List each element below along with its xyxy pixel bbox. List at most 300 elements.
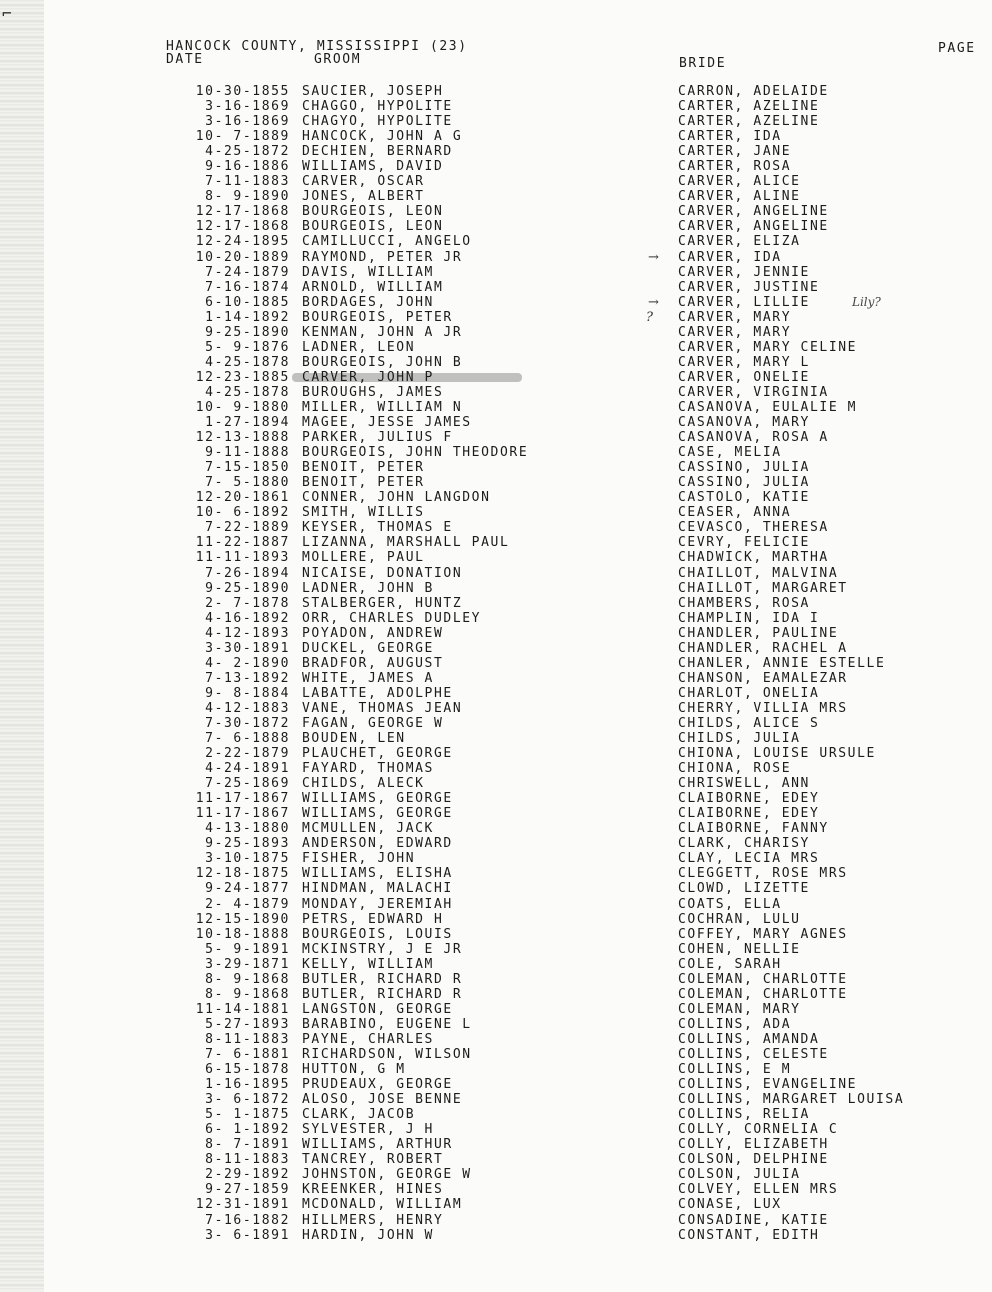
record-row: [0, 791, 992, 806]
bride-name: CHAMPLIN, IDA I: [678, 610, 820, 626]
groom-name: BOURGEOIS, JOHN B: [302, 354, 463, 370]
marriage-date: 11-17-1867: [195, 791, 290, 807]
bride-name: CASANOVA, MARY: [678, 415, 810, 431]
marriage-date: 4-12-1883: [205, 700, 290, 716]
record-row: [0, 927, 992, 942]
record-row: [0, 174, 992, 189]
groom-name: LADNER, JOHN B: [302, 580, 434, 596]
marriage-date: 12-31-1891: [195, 1197, 290, 1213]
marriage-date: 11-11-1893: [195, 550, 290, 566]
marriage-date: 4-25-1878: [205, 384, 290, 400]
groom-name: FAGAN, GEORGE W: [302, 715, 444, 731]
handwritten-arrow: →: [648, 294, 659, 310]
bride-name: CEVASCO, THERESA: [678, 520, 829, 536]
corner-mark: ⌐: [2, 4, 12, 23]
bride-name: CLAIBORNE, FANNY: [678, 821, 829, 837]
groom-name: RAYMOND, PETER JR: [302, 249, 463, 265]
record-row: [0, 159, 992, 174]
record-row: [0, 611, 992, 626]
marriage-date: 3-30-1891: [205, 640, 290, 656]
bride-name: COATS, ELLA: [678, 896, 782, 912]
groom-name: PRUDEAUX, GEORGE: [302, 1077, 453, 1093]
record-row: [0, 731, 992, 746]
bride-name: CHAILLOT, MARGARET: [678, 580, 848, 596]
groom-name: ALOSO, JOSE BENNE: [302, 1092, 463, 1108]
record-row: [0, 686, 992, 701]
record-row: [0, 280, 992, 295]
record-row: [0, 1062, 992, 1077]
bride-name: CASSINO, JULIA: [678, 475, 810, 491]
bride-name: CLAY, LECIA MRS: [678, 851, 820, 867]
groom-name: BOURGEOIS, JOHN THEODORE: [302, 445, 529, 461]
record-row: [0, 596, 992, 611]
record-row: [0, 234, 992, 249]
bride-name: CHARLOT, ONELIA: [678, 685, 820, 701]
record-row: [0, 1228, 992, 1243]
bride-name: CARTER, AZELINE: [678, 114, 820, 130]
groom-name: BUROUGHS, JAMES: [302, 384, 444, 400]
marriage-date: 9-11-1888: [205, 445, 290, 461]
bride-name: CHIONA, LOUISE URSULE: [678, 746, 876, 762]
bride-name: CARVER, ELIZA: [678, 234, 801, 250]
bride-name: CASTOLO, KATIE: [678, 490, 810, 506]
bride-name: CONSTANT, EDITH: [678, 1227, 820, 1243]
handwritten-arrow: →: [648, 249, 659, 265]
record-row: [0, 701, 992, 716]
record-row: [0, 460, 992, 475]
groom-name: BUTLER, RICHARD R: [302, 971, 463, 987]
groom-name: MCMULLEN, JACK: [302, 821, 434, 837]
record-row: [0, 1182, 992, 1197]
groom-name: DUCKEL, GEORGE: [302, 640, 434, 656]
marriage-date: 3-16-1869: [205, 114, 290, 130]
record-row: [0, 550, 992, 565]
groom-name: PLAUCHET, GEORGE: [302, 746, 453, 762]
marriage-date: 6- 1-1892: [205, 1122, 290, 1138]
groom-name: HARDIN, JOHN W: [302, 1227, 434, 1243]
groom-name: WHITE, JAMES A: [302, 670, 434, 686]
marriage-date: 3-16-1869: [205, 99, 290, 115]
bride-name: CLEGGETT, ROSE MRS: [678, 866, 848, 882]
record-row: [0, 1197, 992, 1212]
groom-name: POYADON, ANDREW: [302, 625, 444, 641]
bride-name: CARVER, IDA: [678, 249, 782, 265]
groom-name: BENOIT, PETER: [302, 460, 425, 476]
groom-name: MAGEE, JESSE JAMES: [302, 415, 472, 431]
record-row: [0, 189, 992, 204]
groom-name: KEYSER, THOMAS E: [302, 520, 453, 536]
marriage-date: 7-11-1883: [205, 174, 290, 190]
column-header-date: DATE: [166, 52, 204, 67]
groom-name: PAYNE, CHARLES: [302, 1031, 434, 1047]
groom-name: TANCREY, ROBERT: [302, 1152, 444, 1168]
record-row: [0, 1213, 992, 1228]
marriage-date: 9-25-1890: [205, 324, 290, 340]
record-row: [0, 129, 992, 144]
groom-name: MONDAY, JEREMIAH: [302, 896, 453, 912]
bride-name: CARVER, ALICE: [678, 174, 801, 190]
bride-name: COLLINS, ADA: [678, 1016, 792, 1032]
groom-name: BARABINO, EUGENE L: [302, 1016, 472, 1032]
record-row: [0, 430, 992, 445]
bride-name: CARVER, JENNIE: [678, 264, 810, 280]
marriage-date: 5- 1-1875: [205, 1107, 290, 1123]
groom-name: BOURGEOIS, LEON: [302, 204, 444, 220]
record-row: [0, 821, 992, 836]
marriage-date: 7-13-1892: [205, 670, 290, 686]
groom-name: WILLIAMS, GEORGE: [302, 806, 453, 822]
marriage-date: 11-22-1887: [195, 535, 290, 551]
groom-name: BOURGEOIS, LEON: [302, 219, 444, 235]
groom-name: BENOIT, PETER: [302, 475, 425, 491]
marriage-date: 4-25-1878: [205, 354, 290, 370]
marriage-date: 10- 6-1892: [195, 505, 290, 521]
bride-name: CEVRY, FELICIE: [678, 535, 810, 551]
bride-name: CHAILLOT, MALVINA: [678, 565, 839, 581]
marriage-date: 12-24-1895: [195, 234, 290, 250]
groom-name: LANGSTON, GEORGE: [302, 1001, 453, 1017]
record-row: [0, 99, 992, 114]
marriage-date: 7-30-1872: [205, 715, 290, 731]
bride-name: CHANSON, EAMALEZAR: [678, 670, 848, 686]
bride-name: COLLINS, AMANDA: [678, 1031, 820, 1047]
groom-name: CLARK, JACOB: [302, 1107, 416, 1123]
marriage-date: 8- 9-1868: [205, 971, 290, 987]
record-row: [0, 144, 992, 159]
record-row: [0, 746, 992, 761]
record-row: [0, 340, 992, 355]
record-row: [0, 1107, 992, 1122]
groom-name: FISHER, JOHN: [302, 851, 416, 867]
bride-name: CHANDLER, PAULINE: [678, 625, 839, 641]
groom-name: BOURGEOIS, PETER: [302, 309, 453, 325]
marriage-date: 9-24-1877: [205, 881, 290, 897]
bride-name: CHANDLER, RACHEL A: [678, 640, 848, 656]
bride-name: COLLINS, MARGARET LOUISA: [678, 1092, 905, 1108]
marriage-date: 3- 6-1891: [205, 1227, 290, 1243]
bride-name: COLE, SARAH: [678, 956, 782, 972]
bride-name: COLLINS, E M: [678, 1062, 792, 1078]
groom-name: RICHARDSON, WILSON: [302, 1047, 472, 1062]
groom-name: CAMILLUCCI, ANGELO: [302, 234, 472, 250]
bride-name: CARVER, MARY L: [678, 354, 810, 370]
bride-name: CARVER, MARY: [678, 309, 792, 325]
bride-name: CLOWD, LIZETTE: [678, 881, 810, 897]
marriage-date: 4-24-1891: [205, 761, 290, 777]
record-row: [0, 520, 992, 535]
groom-name: SMITH, WILLIS: [302, 505, 425, 521]
groom-name: WILLIAMS, DAVID: [302, 159, 444, 175]
marriage-date: 12-18-1875: [195, 866, 290, 882]
marriage-date: 12-17-1868: [195, 219, 290, 235]
bride-name: COHEN, NELLIE: [678, 941, 801, 957]
record-row: [0, 445, 992, 460]
bride-name: CHAMBERS, ROSA: [678, 595, 810, 611]
handwritten-note: Lily?: [852, 294, 881, 309]
record-row: [0, 325, 992, 340]
marriage-date: 7- 6-1888: [205, 731, 290, 747]
groom-name: MCDONALD, WILLIAM: [302, 1197, 463, 1213]
marriage-date: 7-24-1879: [205, 264, 290, 280]
groom-name: CARVER, OSCAR: [302, 174, 425, 190]
groom-name: KELLY, WILLIAM: [302, 956, 434, 972]
record-row: [0, 490, 992, 505]
groom-name: MOLLERE, PAUL: [302, 550, 425, 566]
bride-name: CONASE, LUX: [678, 1197, 782, 1213]
record-row: [0, 866, 992, 881]
groom-name: BOUDEN, LEN: [302, 731, 406, 747]
bride-name: COLLINS, EVANGELINE: [678, 1077, 858, 1093]
bride-name: COLEMAN, CHARLOTTE: [678, 986, 848, 1002]
bride-name: COFFEY, MARY AGNES: [678, 926, 848, 942]
marriage-date: 8- 9-1868: [205, 986, 290, 1002]
record-row: [0, 626, 992, 641]
bride-name: CARVER, ALINE: [678, 189, 801, 205]
bride-name: CASANOVA, ROSA A: [678, 430, 829, 446]
marriage-date: 2-29-1892: [205, 1167, 290, 1183]
record-row: [0, 204, 992, 219]
marriage-date: 10-20-1889: [195, 249, 290, 265]
page-label: PAGE: [938, 41, 976, 56]
marriage-date: 9- 8-1884: [205, 685, 290, 701]
groom-name: MILLER, WILLIAM N: [302, 399, 463, 415]
record-row: [0, 581, 992, 596]
marriage-date: 1-14-1892: [205, 309, 290, 325]
marriage-date: 9-25-1893: [205, 836, 290, 852]
bride-name: CHADWICK, MARTHA: [678, 550, 829, 566]
record-row: [0, 535, 992, 550]
bride-name: COLSON, DELPHINE: [678, 1152, 829, 1168]
groom-name: VANE, THOMAS JEAN: [302, 700, 463, 716]
marriage-date: 6-10-1885: [205, 294, 290, 310]
bride-name: CARVER, ANGELINE: [678, 204, 829, 220]
record-row: [0, 776, 992, 791]
marriage-date: 1-16-1895: [205, 1077, 290, 1093]
groom-name: JONES, ALBERT: [302, 189, 425, 205]
groom-name: ORR, CHARLES DUDLEY: [302, 610, 482, 626]
marriage-date: 10- 7-1889: [195, 129, 290, 145]
groom-name: DECHIEN, BERNARD: [302, 144, 453, 160]
bride-name: CHILDS, ALICE S: [678, 715, 820, 731]
record-row: [0, 972, 992, 987]
marriage-date: 7-16-1874: [205, 279, 290, 295]
groom-name: BORDAGES, JOHN: [302, 294, 434, 310]
marriage-date: 12-17-1868: [195, 204, 290, 220]
marriage-date: 4-12-1893: [205, 625, 290, 641]
bride-name: COLLINS, CELESTE: [678, 1047, 829, 1062]
groom-name: MCKINSTRY, J E JR: [302, 941, 463, 957]
groom-name: CHAGGO, HYPOLITE: [302, 99, 453, 115]
record-row: [0, 987, 992, 1002]
marriage-date: 12-20-1861: [195, 490, 290, 506]
marriage-date: 5- 9-1891: [205, 941, 290, 957]
marriage-date: 10-18-1888: [195, 926, 290, 942]
groom-name: WILLIAMS, ELISHA: [302, 866, 453, 882]
bride-name: CARVER, LILLIE: [678, 294, 810, 310]
bride-name: COLVEY, ELLEN MRS: [678, 1182, 839, 1198]
record-row: [0, 1152, 992, 1167]
record-row: [0, 881, 992, 896]
marriage-date: 8-11-1883: [205, 1031, 290, 1047]
groom-name: PARKER, JULIUS F: [302, 430, 453, 446]
groom-name: BRADFOR, AUGUST: [302, 655, 444, 671]
groom-name: JOHNSTON, GEORGE W: [302, 1167, 472, 1183]
bride-name: CHIONA, ROSE: [678, 761, 792, 777]
bride-name: CONSADINE, KATIE: [678, 1212, 829, 1228]
groom-name: ANDERSON, EDWARD: [302, 836, 453, 852]
record-row: [0, 836, 992, 851]
marriage-date: 8- 7-1891: [205, 1137, 290, 1153]
groom-name: HANCOCK, JOHN A G: [302, 129, 463, 145]
record-row: [0, 1122, 992, 1137]
handwritten-question-mark: ?: [646, 309, 653, 325]
bride-name: COLLY, ELIZABETH: [678, 1137, 829, 1153]
marriage-date: 6-15-1878: [205, 1062, 290, 1078]
marriage-date: 9-25-1890: [205, 580, 290, 596]
marriage-date: 10- 9-1880: [195, 399, 290, 415]
bride-name: CARTER, ROSA: [678, 159, 792, 175]
marriage-date: 4-25-1872: [205, 144, 290, 160]
groom-name: BOURGEOIS, LOUIS: [302, 926, 453, 942]
groom-name: ARNOLD, WILLIAM: [302, 279, 444, 295]
bride-name: COLLINS, RELIA: [678, 1107, 810, 1123]
record-row: [0, 355, 992, 370]
record-row: [0, 942, 992, 957]
bride-name: CARTER, IDA: [678, 129, 782, 145]
bride-name: CARVER, VIRGINIA: [678, 384, 829, 400]
marriage-date: 1-27-1894: [205, 415, 290, 431]
marriage-date: 4-13-1880: [205, 821, 290, 837]
marriage-date: 12-15-1890: [195, 911, 290, 927]
marriage-date: 5- 9-1876: [205, 339, 290, 355]
marriage-date: 11-17-1867: [195, 806, 290, 822]
record-row: [0, 310, 992, 325]
record-row: [0, 1047, 992, 1062]
record-row: [0, 385, 992, 400]
groom-name: KENMAN, JOHN A JR: [302, 324, 463, 340]
record-row: [0, 114, 992, 129]
record-row: [0, 851, 992, 866]
marriage-date: 7-16-1882: [205, 1212, 290, 1228]
record-row: [0, 219, 992, 234]
marriage-date: 4- 2-1890: [205, 655, 290, 671]
groom-name: WILLIAMS, ARTHUR: [302, 1137, 453, 1153]
groom-name: LADNER, LEON: [302, 339, 416, 355]
marriage-date: 3-29-1871: [205, 956, 290, 972]
record-row: [0, 897, 992, 912]
page-title: HANCOCK COUNTY, MISSISSIPPI (23): [166, 39, 468, 54]
record-row: [0, 295, 992, 310]
record-row: [0, 671, 992, 686]
groom-name: CARVER, JOHN P: [302, 369, 434, 385]
record-row: [0, 400, 992, 415]
record-row: [0, 1167, 992, 1182]
marriage-date: 9-27-1859: [205, 1182, 290, 1198]
record-row: [0, 912, 992, 927]
column-header-bride: BRIDE: [679, 56, 727, 71]
marriage-date: 7-26-1894: [205, 565, 290, 581]
groom-name: KREENKER, HINES: [302, 1182, 444, 1198]
record-row: [0, 566, 992, 581]
record-row: [0, 84, 992, 99]
bride-name: COLSON, JULIA: [678, 1167, 801, 1183]
marriage-date: 7-25-1869: [205, 776, 290, 792]
bride-name: COLEMAN, CHARLOTTE: [678, 971, 848, 987]
groom-name: STALBERGER, HUNTZ: [302, 595, 463, 611]
bride-name: CARVER, ANGELINE: [678, 219, 829, 235]
marriage-date: 2-22-1879: [205, 746, 290, 762]
marriage-records-list: [0, 84, 992, 1243]
groom-name: HINDMAN, MALACHI: [302, 881, 453, 897]
groom-name: CHAGYO, HYPOLITE: [302, 114, 453, 130]
groom-name: HUTTON, G M: [302, 1062, 406, 1078]
record-row: [0, 716, 992, 731]
record-row: [0, 505, 992, 520]
record-row: [0, 250, 992, 265]
bride-name: CARVER, MARY CELINE: [678, 339, 858, 355]
column-header-groom: GROOM: [314, 52, 362, 67]
marriage-date: 7- 5-1880: [205, 475, 290, 491]
bride-name: CLAIBORNE, EDEY: [678, 806, 820, 822]
bride-name: CARVER, ONELIE: [678, 369, 810, 385]
record-row: [0, 761, 992, 776]
groom-name: FAYARD, THOMAS: [302, 761, 434, 777]
bride-name: CARVER, MARY: [678, 324, 792, 340]
bride-name: CHERRY, VILLIA MRS: [678, 700, 848, 716]
bride-name: CLARK, CHARISY: [678, 836, 810, 852]
bride-name: COLEMAN, MARY: [678, 1001, 801, 1017]
marriage-date: 12-13-1888: [195, 430, 290, 446]
record-row: [0, 806, 992, 821]
groom-name: CHILDS, ALECK: [302, 776, 425, 792]
groom-name: CONNER, JOHN LANGDON: [302, 490, 491, 506]
record-row: [0, 1002, 992, 1017]
groom-name: BUTLER, RICHARD R: [302, 986, 463, 1002]
bride-name: CEASER, ANNA: [678, 505, 792, 521]
marriage-date: 8-11-1883: [205, 1152, 290, 1168]
record-row: [0, 265, 992, 280]
record-row: [0, 370, 992, 385]
record-row: [0, 415, 992, 430]
record-row: [0, 641, 992, 656]
groom-name: PETRS, EDWARD H: [302, 911, 444, 927]
bride-name: CARTER, JANE: [678, 144, 792, 160]
groom-name: HILLMERS, HENRY: [302, 1212, 444, 1228]
groom-name: LIZANNA, MARSHALL PAUL: [302, 535, 510, 551]
marriage-date: 11-14-1881: [195, 1001, 290, 1017]
record-row: [0, 1092, 992, 1107]
bride-name: COLLY, CORNELIA C: [678, 1122, 839, 1138]
marriage-date: 7- 6-1881: [205, 1047, 290, 1062]
bride-name: CLAIBORNE, EDEY: [678, 791, 820, 807]
marriage-date: 3- 6-1872: [205, 1092, 290, 1108]
record-row: [0, 1077, 992, 1092]
marriage-date: 3-10-1875: [205, 851, 290, 867]
marriage-date: 7-15-1850: [205, 460, 290, 476]
record-row: [0, 1017, 992, 1032]
marriage-date: 8- 9-1890: [205, 189, 290, 205]
marriage-date: 4-16-1892: [205, 610, 290, 626]
groom-name: WILLIAMS, GEORGE: [302, 791, 453, 807]
marriage-date: 12-23-1885: [195, 369, 290, 385]
marriage-date: 9-16-1886: [205, 159, 290, 175]
bride-name: CASANOVA, EULALIE M: [678, 399, 858, 415]
bride-name: CARVER, JUSTINE: [678, 279, 820, 295]
bride-name: CHANLER, ANNIE ESTELLE: [678, 655, 886, 671]
groom-name: DAVIS, WILLIAM: [302, 264, 434, 280]
marriage-date: 2- 4-1879: [205, 896, 290, 912]
bride-name: CHRISWELL, ANN: [678, 776, 810, 792]
